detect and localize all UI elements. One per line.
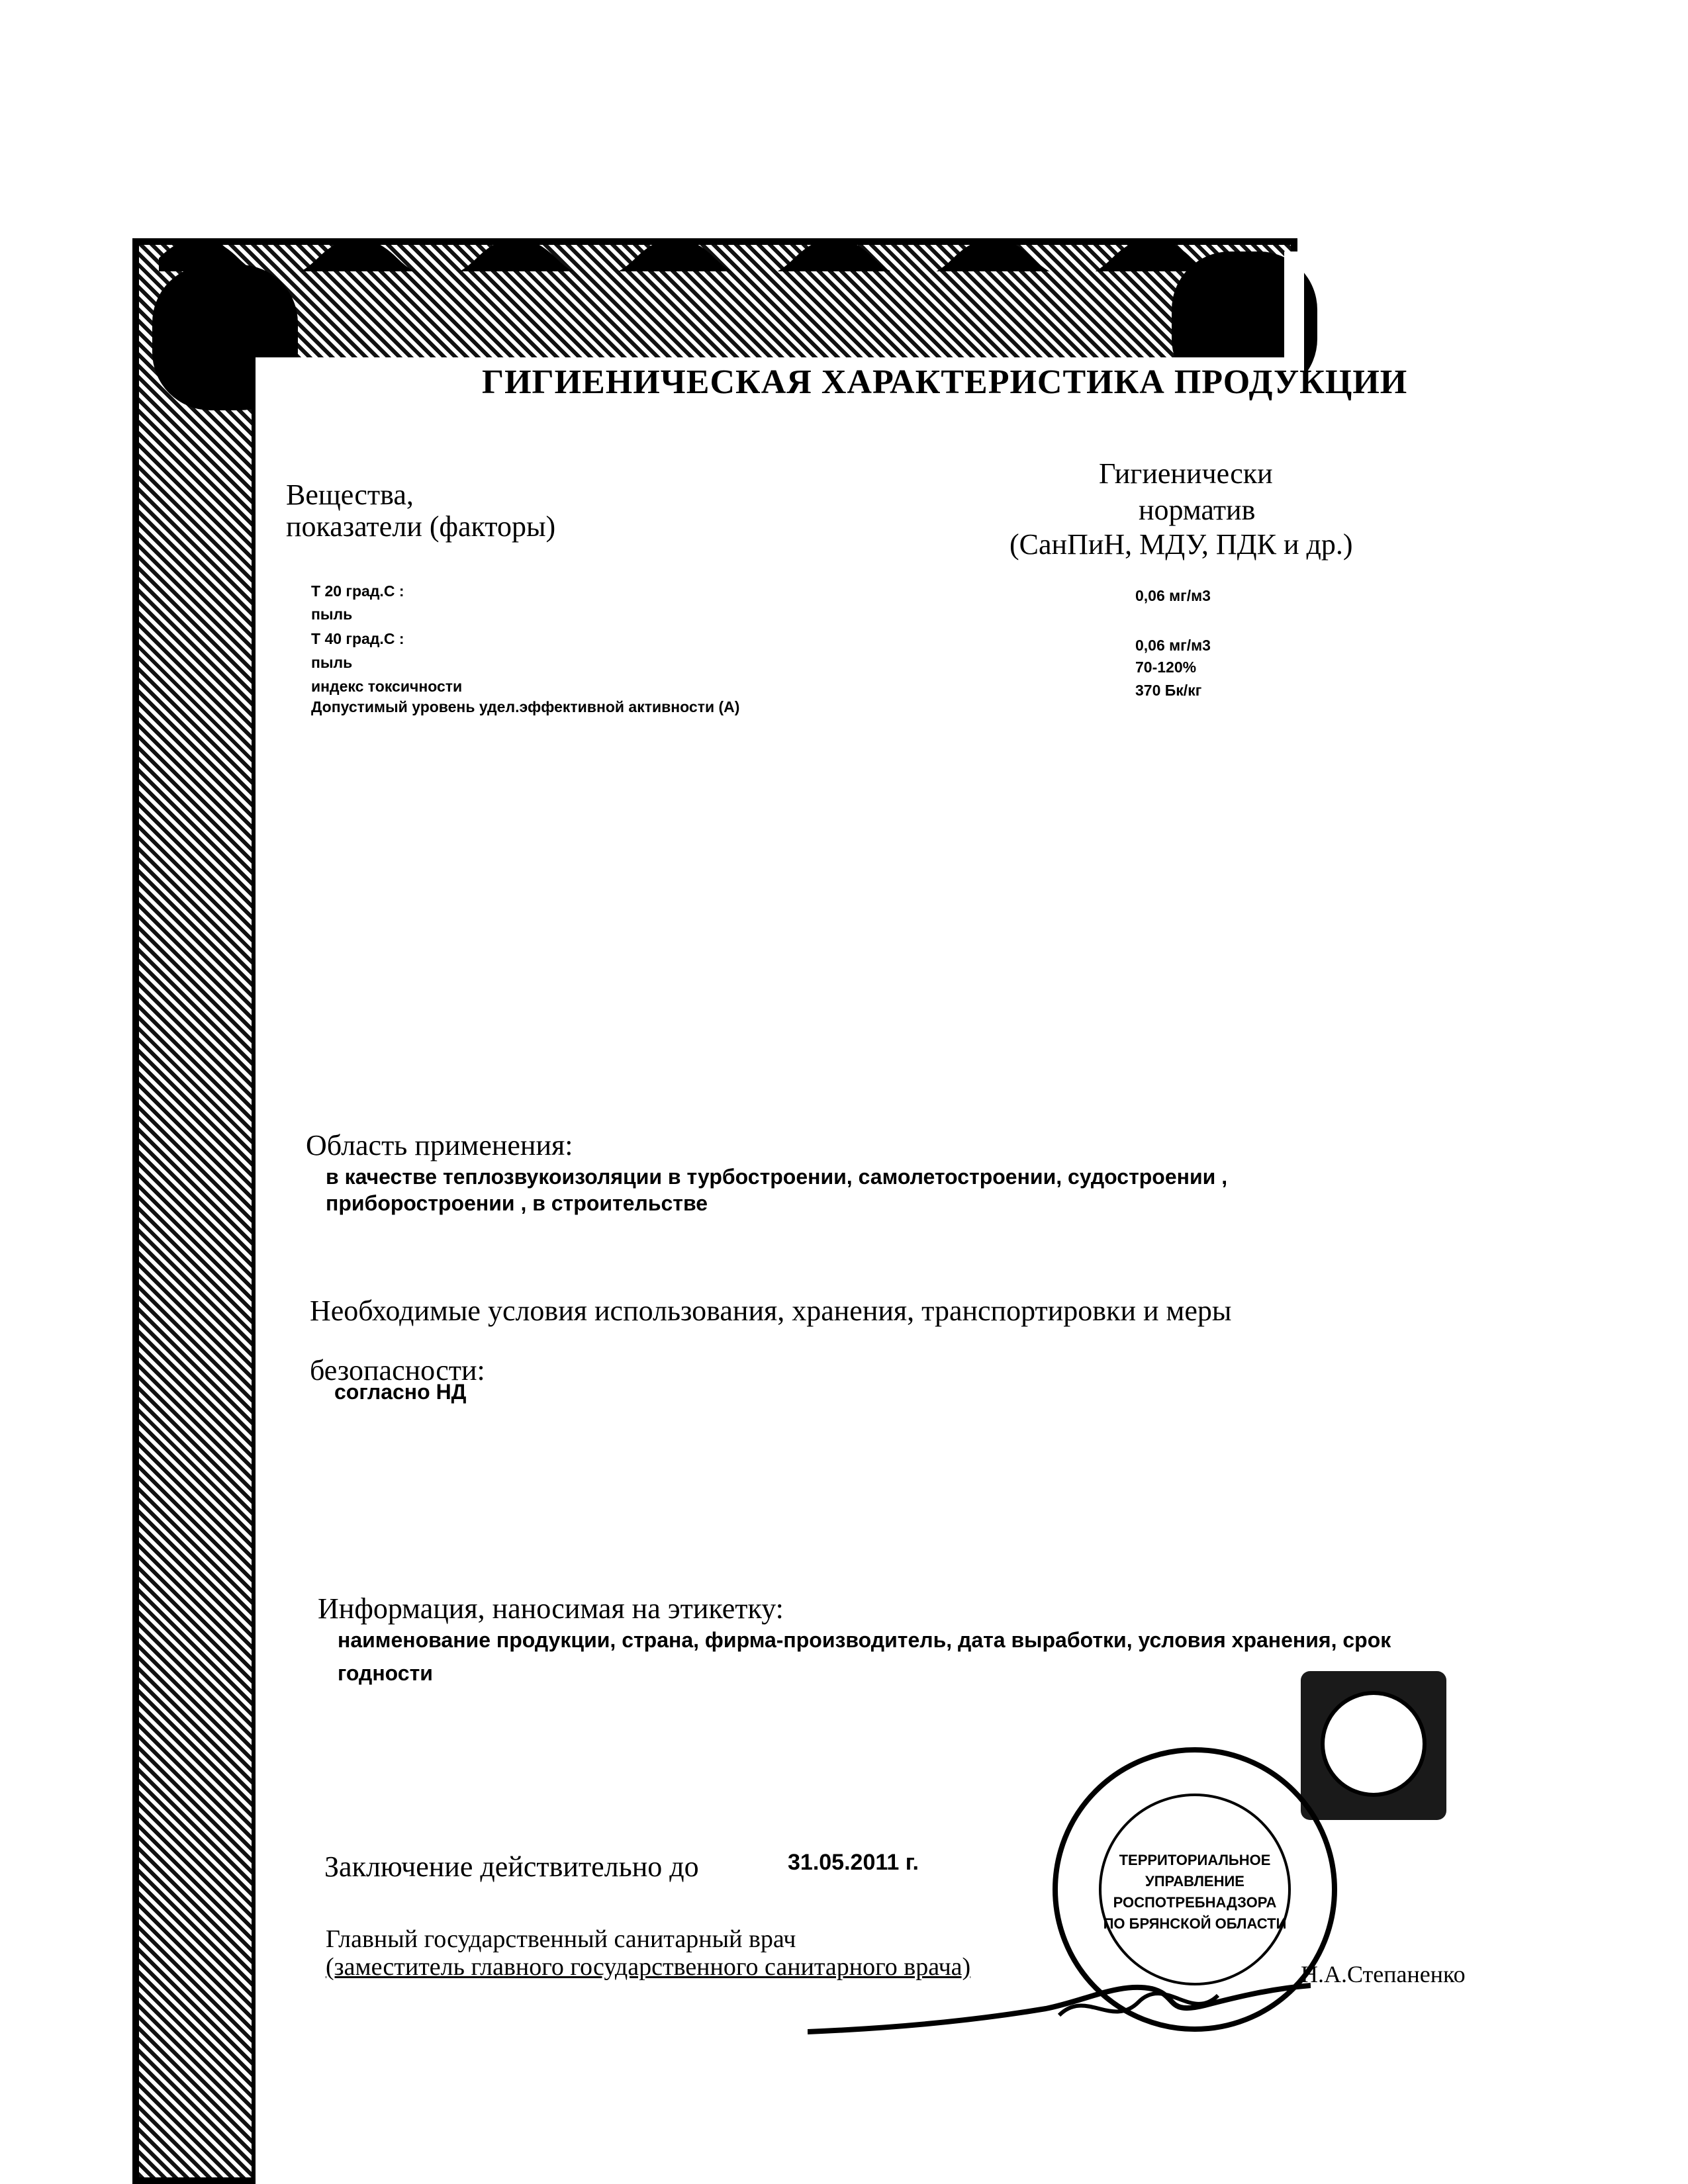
validity-date: 31.05.2011 г. [788, 1850, 919, 1875]
header-norm-1: Гигиенически [1099, 457, 1273, 490]
indicator-value: 0,06 мг/м3 [1135, 637, 1211, 654]
indicator-name: пыль [311, 606, 353, 623]
application-line: приборостроении , в строительстве [326, 1191, 708, 1215]
indicator-name: Т 20 град.С : [311, 582, 404, 600]
header-substances: Вещества, [286, 478, 414, 511]
label-info-line: годности [338, 1661, 433, 1685]
stamp-line: УПРАВЛЕНИЕ [1145, 1873, 1244, 1889]
application-heading: Область применения: [306, 1129, 573, 1161]
indicator-name: Т 40 град.С : [311, 630, 404, 647]
conditions-heading-2: безопасности: [310, 1354, 485, 1387]
stamp-line: РОСПОТРЕБНАДЗОРА [1113, 1894, 1277, 1911]
indicator-value: 0,06 мг/м3 [1135, 587, 1211, 604]
stamp-line: ПО БРЯНСКОЙ ОБЛАСТИ [1103, 1915, 1287, 1932]
conditions-heading: Необходимые условия использования, хранения, транспортировки и меры [310, 1295, 1232, 1327]
indicator-value: 70-120% [1135, 659, 1197, 676]
conditions-value: согласно НД [334, 1380, 467, 1404]
header-norm-3: (СанПиН, МДУ, ПДК и др.) [1009, 528, 1353, 561]
header-norm-2: норматив [1139, 494, 1256, 526]
eagle-emblem-icon [1321, 1691, 1427, 1797]
label-info-line: наименование продукции, страна, фирма-производитель, дата выработки, условия хранения, срок [338, 1628, 1391, 1652]
validity-label: Заключение действительно до [324, 1850, 699, 1883]
signatory-title: Главный государственный санитарный врач [326, 1925, 796, 1953]
signatory-name: Н.А.Степаненко [1301, 1961, 1466, 1987]
document-title: ГИГИЕНИЧЕСКАЯ ХАРАКТЕРИСТИКА ПРОДУКЦИИ [482, 363, 1408, 401]
signatory-subtitle: (заместитель главного государственного санитарного врача) [326, 1953, 971, 1981]
indicator-value: 370 Бк/кг [1135, 682, 1202, 699]
label-info-heading: Информация, наносимая на этикетку: [318, 1592, 784, 1625]
indicator-name: пыль [311, 654, 353, 671]
header-indicators: показатели (факторы) [286, 510, 556, 543]
signature-mark [808, 1969, 1311, 2042]
wave-border-ornament [159, 218, 1297, 271]
indicator-name: индекс токсичности [311, 678, 463, 695]
application-line: в качестве теплозвукоизоляции в турбостроении, самолетостроении, судостроении , [326, 1165, 1228, 1189]
indicator-name: Допустимый уровень удел.эффективной активности (А) [311, 698, 740, 715]
stamp-line: ТЕРРИТОРИАЛЬНОЕ [1119, 1852, 1271, 1868]
